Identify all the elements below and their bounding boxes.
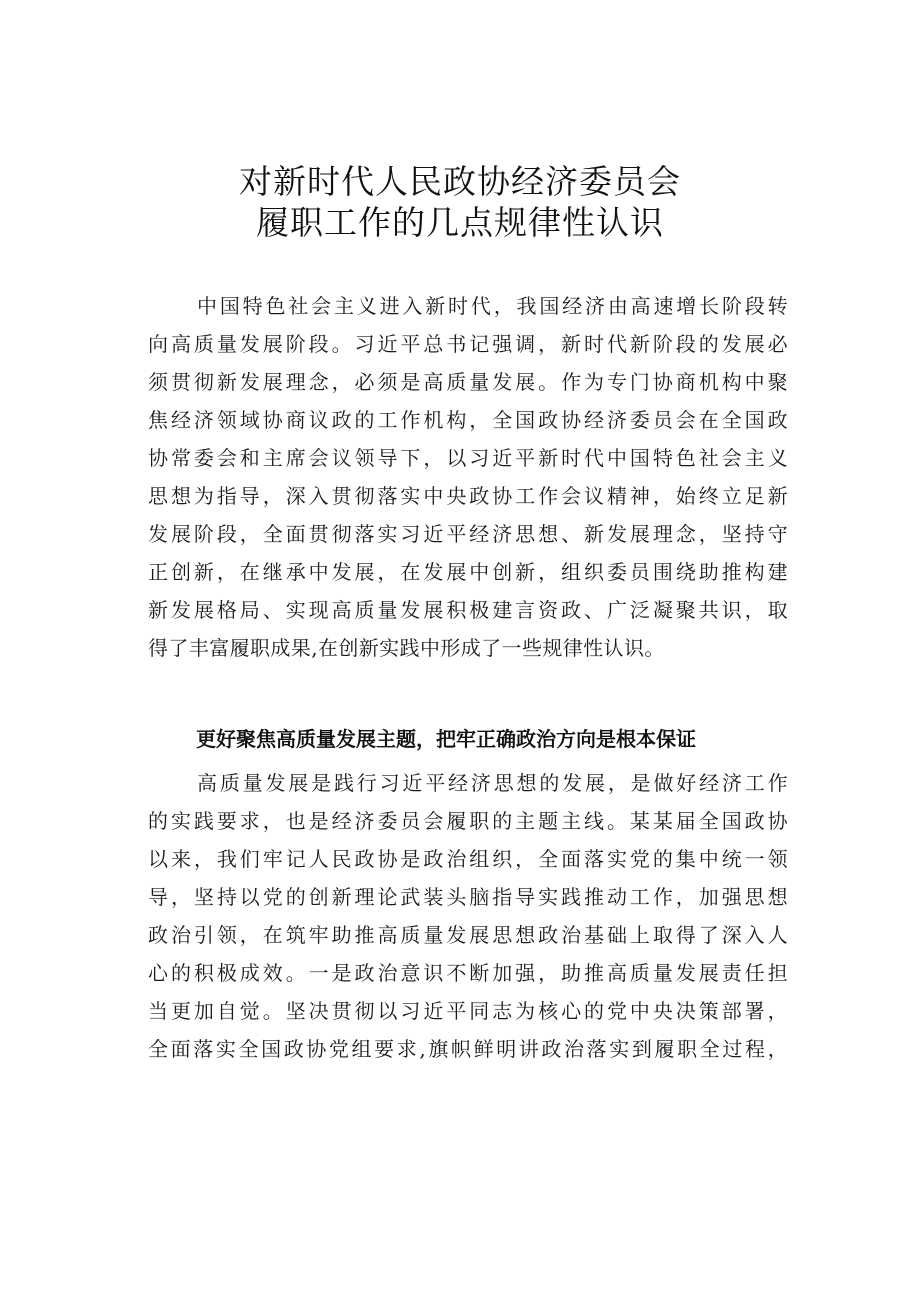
paragraph-line: 得了丰富履职成果,在创新实践中形成了一些规律性认识。	[148, 636, 665, 660]
paragraph-line: 协常委会和主席会议领导下，以习近平新时代中国特色社会主义	[148, 446, 788, 470]
paragraph-line: 向高质量发展阶段。习近平总书记强调，新时代新阶段的发展必	[148, 332, 788, 356]
paragraph-line: 的实践要求，也是经济委员会履职的主题主线。某某届全国政协	[148, 809, 788, 833]
section-heading: 更好聚焦高质量发展主题，把牢正确政治方向是根本保证	[196, 727, 696, 751]
paragraph-line: 焦经济领域协商议政的工作机构，全国政协经济委员会在全国政	[148, 408, 788, 432]
document-title-line-1: 对新时代人民政协经济委员会	[239, 162, 681, 201]
paragraph-line: 以来，我们牢记人民政协是政治组织，全面落实党的集中统一领	[148, 847, 788, 871]
intro-paragraph	[148, 287, 788, 667]
paragraph-line: 新发展格局、实现高质量发展积极建言资政、广泛凝聚共识，取	[148, 598, 788, 622]
paragraph-line: 正创新，在继承中发展，在发展中创新，组织委员围绕助推构建	[148, 560, 788, 584]
paragraph-line: 导，坚持以党的创新理论武装头脑指导实践推动工作，加强思想	[148, 885, 788, 909]
paragraph-line: 政治引领，在筑牢助推高质量发展思想政治基础上取得了深入人	[148, 923, 788, 947]
paragraph-line: 发展阶段，全面贯彻落实习近平经济思想、新发展理念，坚持守	[148, 522, 788, 546]
paragraph-line: 当更加自觉。坚决贯彻以习近平同志为核心的党中央决策部署，	[148, 999, 788, 1023]
document-title-line-2: 履职工作的几点规律性认识	[256, 203, 664, 242]
paragraph-line: 思想为指导，深入贯彻落实中央政协工作会议精神，始终立足新	[148, 484, 788, 508]
paragraph-line: 心的积极成效。一是政治意识不断加强，助推高质量发展责任担	[148, 961, 788, 985]
paragraph-line: 全面落实全国政协党组要求,旗帜鲜明讲政治落实到履职全过程，	[148, 1037, 788, 1061]
paragraph-line: 高质量发展是践行习近平经济思想的发展，是做好经济工作	[197, 771, 788, 795]
paragraph-line: 中国特色社会主义进入新时代，我国经济由高速增长阶段转	[197, 294, 788, 318]
paragraph-line: 须贯彻新发展理念，必须是高质量发展。作为专门协商机构中聚	[148, 370, 788, 394]
section-1-paragraph	[148, 764, 788, 1068]
